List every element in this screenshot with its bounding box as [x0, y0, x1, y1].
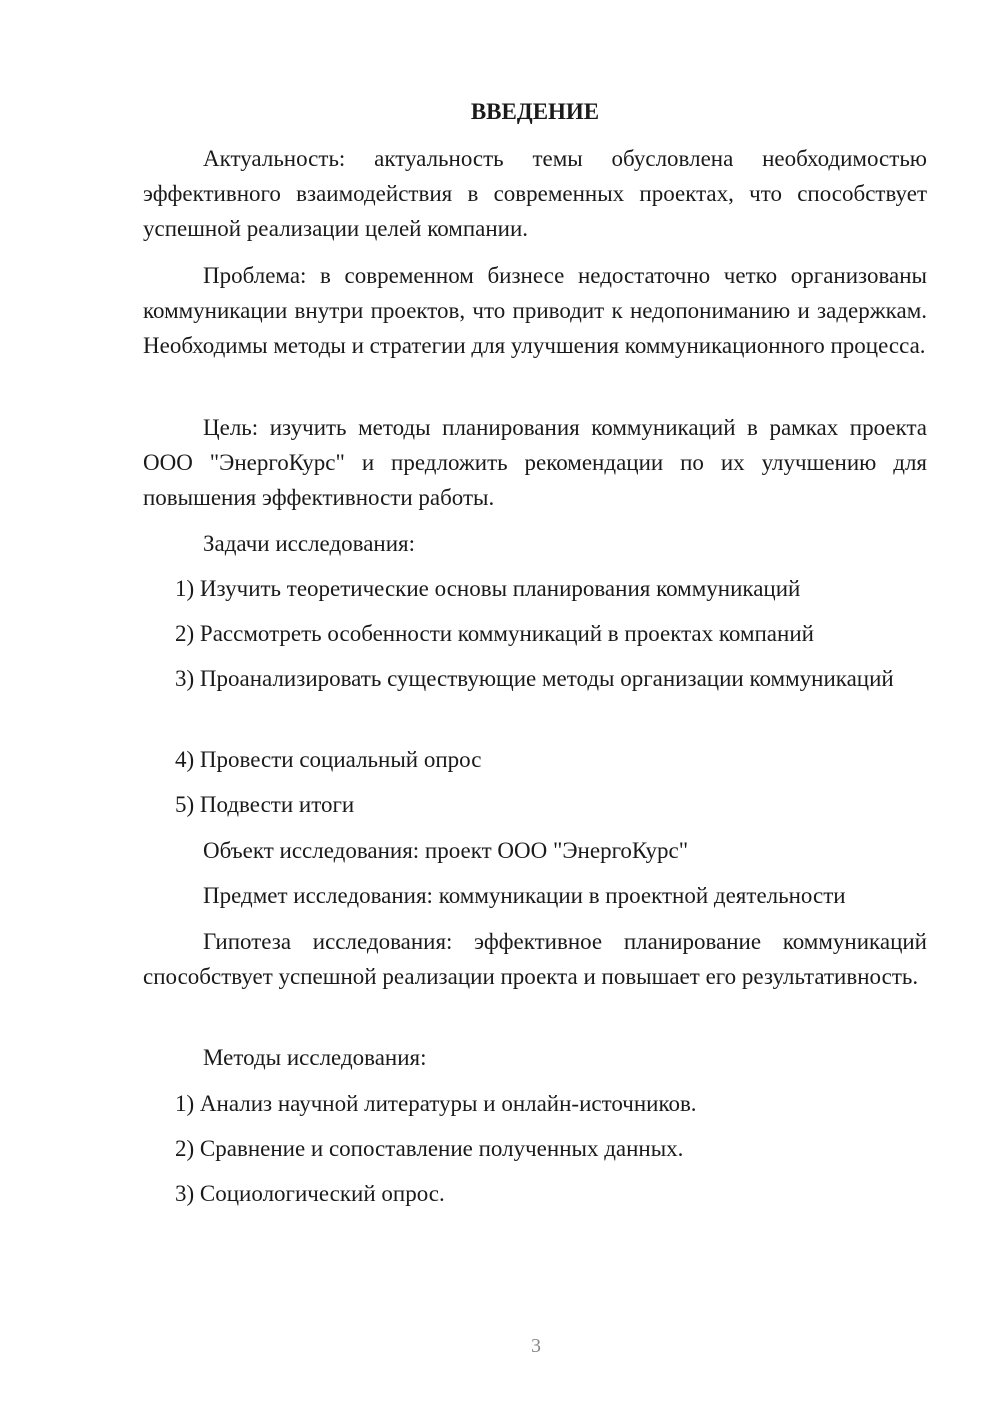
list-item: 4) Провести социальный опрос — [175, 747, 482, 772]
list-item: 1) Анализ научной литературы и онлайн-источников. — [175, 1091, 697, 1116]
tasks-list-item — [143, 616, 927, 651]
object-paragraph — [143, 833, 927, 868]
methods-list-item — [143, 1131, 927, 1166]
section-heading: ВВЕДЕНИЕ — [470, 99, 600, 124]
methods-title: Методы исследования: — [203, 1045, 427, 1070]
problem-paragraph — [143, 258, 927, 363]
goal-text: Цель: изучить методы планирования коммуникаций в рамках проекта ООО "ЭнергоКурс" и предложить рекомендации по их улучшению для повышения эффективности работы. — [143, 415, 927, 510]
methods-list-item — [143, 1086, 927, 1121]
hypothesis-paragraph — [143, 924, 927, 994]
list-item: 2) Рассмотреть особенности коммуникаций в проектах компаний — [175, 621, 814, 646]
list-item: 3) Проанализировать существующие методы организации коммуникаций — [175, 666, 894, 691]
page-number: 3 — [531, 1335, 541, 1357]
relevance-paragraph — [143, 141, 927, 246]
problem-text: Проблема: в современном бизнесе недостаточно четко организованы коммуникации внутри проектов, что приводит к недопониманию и задержкам. Необходимы методы и стратегии для улучшения коммуникационного процесса. — [143, 263, 927, 358]
list-item: 3) Социологический опрос. — [175, 1181, 445, 1206]
list-item: 2) Сравнение и сопоставление полученных данных. — [175, 1136, 684, 1161]
relevance-text: Актуальность: актуальность темы обусловлена необходимостью эффективного взаимодействия в современных проектах, что способствует успешной реализации целей компании. — [143, 146, 927, 241]
tasks-list-item — [143, 571, 927, 606]
list-item: 5) Подвести итоги — [175, 792, 355, 817]
hypothesis-text: Гипотеза исследования: эффективное планирование коммуникаций способствует успешной реализации проекта и повышает его результативность. — [143, 929, 927, 989]
tasks-list-item — [143, 787, 927, 822]
subject-paragraph — [143, 878, 927, 913]
methods-list-item — [143, 1176, 927, 1211]
subject-text: Предмет исследования: коммуникации в проектной деятельности — [203, 883, 846, 908]
object-text: Объект исследования: проект ООО "ЭнергоКурс" — [203, 838, 689, 863]
goal-paragraph — [143, 410, 927, 515]
list-item: 1) Изучить теоретические основы планирования коммуникаций — [175, 576, 801, 601]
tasks-title: Задачи исследования: — [203, 531, 416, 556]
tasks-list-item — [143, 661, 927, 696]
tasks-title-paragraph — [143, 526, 927, 561]
methods-title-paragraph — [143, 1040, 927, 1075]
tasks-list-item — [143, 742, 927, 777]
